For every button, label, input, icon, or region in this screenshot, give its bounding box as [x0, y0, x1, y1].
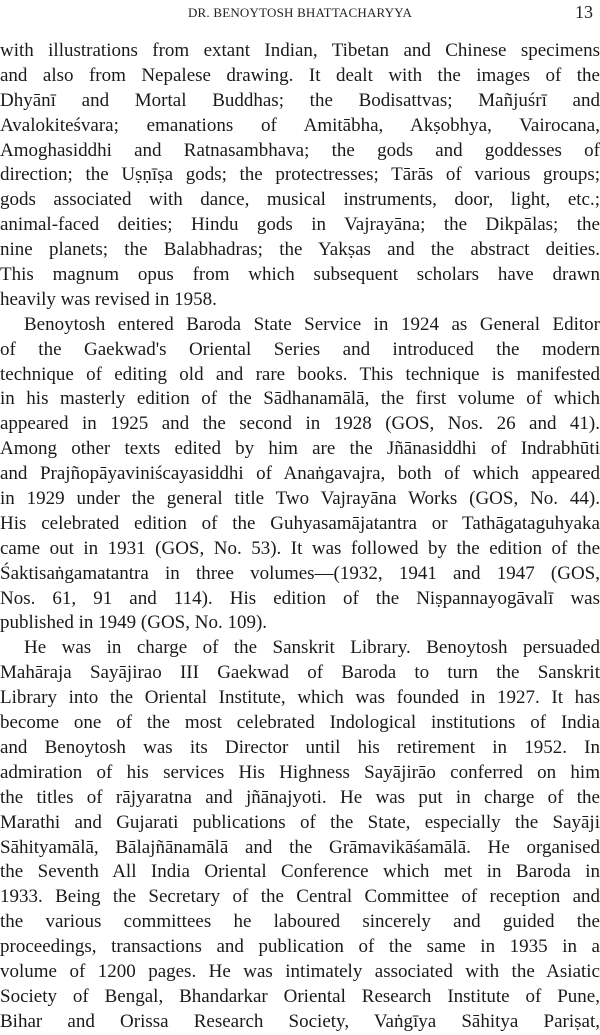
text-line: proceedings, transactions and publication of the same in 1935 in a — [0, 936, 600, 958]
text-line: Society of Bengal, Bhandarkar Oriental Research Institute of Pune, — [0, 985, 600, 1007]
text-line: Library into the Oriental Institute, which was founded in 1927. It has — [0, 687, 600, 709]
text-line: gods associated with dance, musical instruments, door, light, etc.; — [0, 189, 600, 211]
text-line: published in 1949 (GOS, No. 109). — [0, 612, 268, 634]
text-line: the titles of rājyaratna and jñānajyoti. He was put in charge of the — [0, 786, 600, 808]
running-title: DR. BENOYTOSH BHATTACHARYYA — [187, 5, 413, 20]
text-line: with illustrations from extant Indian, Tibetan and Chinese specimens — [0, 40, 600, 61]
text-line: admiration of his services His Highness Sayājirāo conferred on him — [0, 761, 600, 783]
text-line: Bihar and Orissa Research Society, Vaṅgīya Sāhitya Pariṣat, — [0, 1010, 600, 1032]
text-line: animal-faced deities; Hindu gods in Vajrayāna; the Dikpālas; the — [0, 214, 600, 236]
text-line: This magnum opus from which subsequent scholars have drawn — [0, 264, 600, 286]
text-line: nine planets; the Balabhadras; the Yakṣas and the abstract deities. — [0, 239, 600, 261]
text-line: in 1929 under the general title Two Vajrayāna Works (GOS, No. 44). — [0, 488, 600, 510]
text-line: the Seventh All India Oriental Conference which met in Baroda in — [0, 861, 600, 883]
text-line: came out in 1931 (GOS, No. 53). It was followed by the edition of the — [0, 537, 600, 559]
text-line: Avalokiteśvara; emanations of Amitābha, Akṣobhya, Vairocana, — [0, 114, 600, 136]
text-line: become one of the most celebrated Indological institutions of India — [0, 712, 600, 734]
text-line: appeared in 1925 and the second in 1928 (GOS, Nos. 26 and 41). — [0, 413, 600, 435]
text-line: Marathi and Gujarati publications of the State, especially the Sayāji — [0, 811, 600, 833]
text-line: Benoytosh entered Baroda State Service in 1924 as General Editor — [24, 313, 600, 335]
text-line: Sāhityamālā, Bālajñānamālā and the Grāmavikāśamālā. He organised — [0, 836, 600, 858]
text-line: the various committees he laboured sincerely and guided the — [0, 911, 600, 933]
text-line: and Benoytosh was its Director until his retirement in 1952. In — [0, 736, 600, 758]
text-line: direction; the Uṣṇīṣa gods; the protectresses; Tārās of various groups; — [0, 164, 600, 186]
running-head — [0, 2, 600, 24]
page-number: 13 — [575, 2, 593, 22]
text-line: Nos. 61, 91 and 114). His edition of the Niṣpannayogāvalī was — [0, 587, 600, 609]
text-line: volume of 1200 pages. He was intimately associated with the Asiatic — [0, 960, 600, 982]
text-line: and Prajñopāyaviniścayasiddhi of Anaṅgavajra, both of which appeared — [0, 463, 600, 485]
text-line: Among other texts edited by him are the Jñānasiddhi of Indrabhūti — [0, 438, 600, 460]
text-line: Mahāraja Sayājirao III Gaekwad of Baroda to turn the Sanskrit — [0, 662, 600, 684]
text-line: and also from Nepalese drawing. It dealt with the images of the — [0, 64, 600, 86]
text-line: in his masterly edition of the Sādhanamālā, the first volume of which — [0, 388, 600, 410]
text-line: His celebrated edition of the Guhyasamājatantra or Tathāgataguhyaka — [0, 512, 600, 534]
text-line: Śaktisaṅgamatantra in three volumes—(1932, 1941 and 1947 (GOS, — [0, 562, 600, 584]
text-line: of the Gaekwad's Oriental Series and introduced the modern — [0, 338, 600, 360]
text-line: He was in charge of the Sanskrit Library. Benoytosh persuaded — [24, 637, 600, 659]
text-line: 1933. Being the Secretary of the Central Committee of reception and — [0, 886, 600, 908]
body-text — [0, 39, 600, 1035]
text-line: heavily was revised in 1958. — [0, 288, 217, 310]
text-line: technique of editing old and rare books. This technique is manifested — [0, 363, 600, 385]
text-line: Amoghasiddhi and Ratnasambhava; the gods and goddesses of — [0, 139, 600, 161]
text-line: Dhyānī and Mortal Buddhas; the Bodisattvas; Mañjuśrī and — [0, 89, 600, 111]
